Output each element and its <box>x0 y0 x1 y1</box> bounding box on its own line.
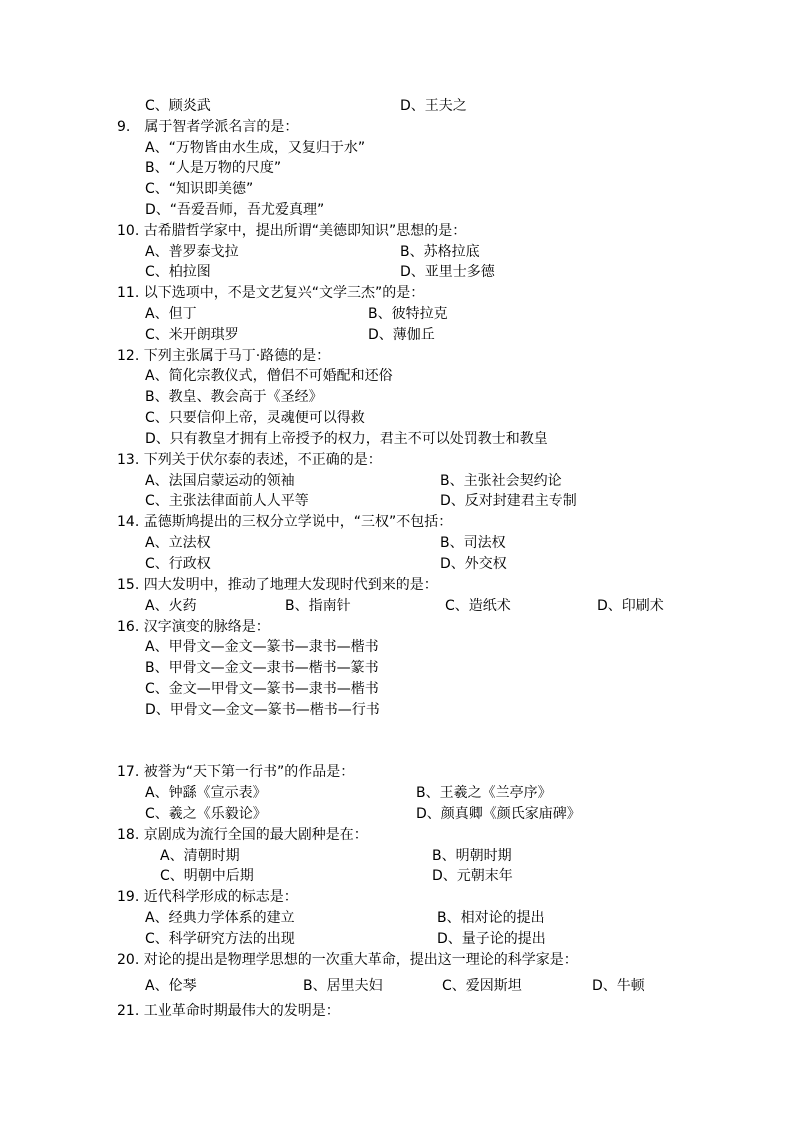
text-line: 17. 被誉为“天下第一行书”的作品是： <box>117 764 355 780</box>
text-line: D、外交权 <box>440 556 507 572</box>
text-line: A、法国启蒙运动的领袖 <box>145 473 295 489</box>
text-line: B、司法权 <box>440 535 506 551</box>
text-line: D、印刷术 <box>597 598 664 614</box>
text-line: A、钟繇《宣示表》 <box>145 785 267 801</box>
text-line: 18. 京剧成为流行全国的最大剧种是在： <box>117 827 368 843</box>
text-line: D、“吾爱吾师，吾尤爱真理” <box>145 202 325 218</box>
text-line: 16. 汉字演变的脉络是： <box>117 619 270 635</box>
text-line: C、爱因斯坦 <box>442 978 522 994</box>
text-line: 9. 属于智者学派名言的是： <box>117 119 299 135</box>
text-line: A、清朝时期 <box>160 848 240 864</box>
text-line: C、米开朗琪罗 <box>145 327 239 343</box>
text-line: 12. 下列主张属于马丁·路德的是： <box>117 348 331 364</box>
text-line: 14. 孟德斯鸠提出的三权分立学说中，“三权”不包括： <box>117 514 453 530</box>
text-line: D、甲骨文—金文—篆书—楷书—行书 <box>145 702 380 718</box>
text-line: 11. 以下选项中，不是文艺复兴“文学三杰”的是： <box>117 285 425 301</box>
text-line: B、彼特拉克 <box>368 306 448 322</box>
text-line: D、元朝末年 <box>432 868 513 884</box>
text-line: C、科学研究方法的出现 <box>145 931 295 947</box>
text-line: B、甲骨文—金文—隶书—楷书—篆书 <box>145 660 379 676</box>
text-line: A、伦琴 <box>145 978 197 994</box>
text-line: D、亚里士多德 <box>400 264 495 280</box>
text-line: C、明朝中后期 <box>160 868 254 884</box>
text-line: B、王羲之《兰亭序》 <box>416 785 552 801</box>
text-line: 19. 近代科学形成的标志是： <box>117 889 298 905</box>
text-line: B、指南针 <box>285 598 351 614</box>
text-line: C、“知识即美德” <box>145 181 254 197</box>
text-line: C、顾炎武 <box>145 98 211 114</box>
text-line: A、“万物皆由水生成，又复归于水” <box>145 140 366 156</box>
text-line: 15. 四大发明中，推动了地理大发现时代到来的是： <box>117 577 438 593</box>
text-line: D、牛顿 <box>592 978 645 994</box>
text-line: D、量子论的提出 <box>437 931 546 947</box>
text-line: 10. 古希腊哲学家中，提出所谓“美德即知识”思想的是： <box>117 223 467 239</box>
text-line: A、立法权 <box>145 535 211 551</box>
text-line: C、行政权 <box>145 556 211 572</box>
text-line: B、苏格拉底 <box>400 244 480 260</box>
text-line: B、居里夫妇 <box>303 978 383 994</box>
text-line: C、柏拉图 <box>145 264 211 280</box>
text-line: D、王夫之 <box>400 98 467 114</box>
text-line: 20. 对论的提出是物理学思想的一次重大革命，提出这一理论的科学家是： <box>117 952 578 968</box>
text-line: A、甲骨文—金文—篆书—隶书—楷书 <box>145 639 379 655</box>
text-line: D、只有教皇才拥有上帝授予的权力，君主不可以处罚教士和教皇 <box>145 431 548 447</box>
text-line: B、教皇、教会高于《圣经》 <box>145 389 323 405</box>
text-line: B、“人是万物的尺度” <box>145 160 282 176</box>
text-line: 21. 工业革命时期最伟大的发明是： <box>117 1003 340 1019</box>
text-line: D、薄伽丘 <box>368 327 435 343</box>
text-line: A、但丁 <box>145 306 197 322</box>
text-line: C、金文—甲骨文—篆书—隶书—楷书 <box>145 681 379 697</box>
text-line: B、明朝时期 <box>432 848 512 864</box>
text-line: A、普罗泰戈拉 <box>145 244 239 260</box>
text-line: B、主张社会契约论 <box>440 473 562 489</box>
text-line: C、羲之《乐毅论》 <box>145 806 267 822</box>
text-line: A、火药 <box>145 598 197 614</box>
text-line: C、造纸术 <box>445 598 511 614</box>
text-line: A、简化宗教仪式，僧侣不可婚配和还俗 <box>145 368 393 384</box>
text-line: D、反对封建君主专制 <box>440 493 577 509</box>
text-line: C、只要信仰上帝，灵魂便可以得救 <box>145 410 365 426</box>
text-line: D、颜真卿《颜氏家庙碑》 <box>416 806 581 822</box>
text-line: C、主张法律面前人人平等 <box>145 493 309 509</box>
text-line: B、相对论的提出 <box>437 910 545 926</box>
text-line: A、经典力学体系的建立 <box>145 910 295 926</box>
text-line: 13. 下列关于伏尔泰的表述，不正确的是： <box>117 452 382 468</box>
